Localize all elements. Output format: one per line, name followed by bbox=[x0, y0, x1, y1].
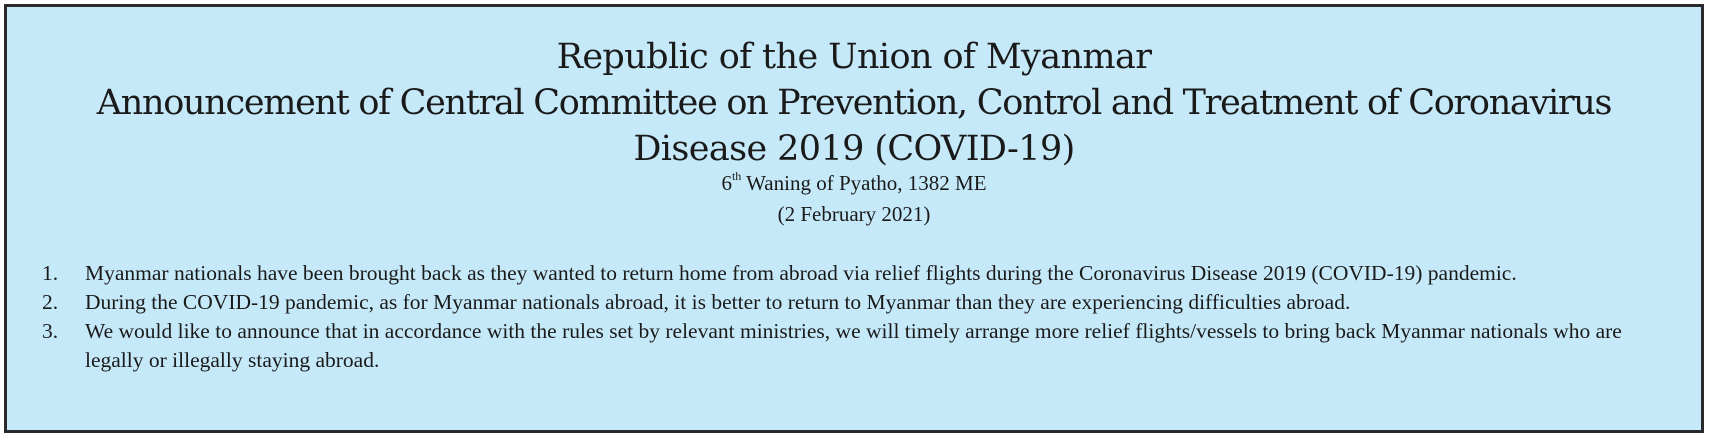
item-number: 2. bbox=[42, 290, 59, 314]
announcement-items bbox=[7, 259, 1701, 375]
announcement-notice bbox=[4, 4, 1704, 433]
title-disease: Disease 2019 (COVID-19) bbox=[633, 129, 1075, 169]
date-ordinal-suffix: th bbox=[731, 169, 742, 183]
date-month-year: Waning of Pyatho, 1382 ME bbox=[741, 171, 987, 195]
item-text: Myanmar nationals have been brought back as they wanted to return home from abroad via relief flights during the Coronavirus Disease 2019 (COVID-19) pandemic. bbox=[85, 261, 1517, 285]
date-day: 6 bbox=[721, 171, 732, 195]
item-text: We would like to announce that in accordance with the rules set by relevant ministries, we will timely arrange more relief flights/vessels to bring back Myanmar nationals who are legally or illegally staying abroad. bbox=[85, 319, 1622, 372]
item-number: 1. bbox=[42, 261, 59, 285]
list-item bbox=[7, 288, 1701, 317]
title-committee: Announcement of Central Committee on Prevention, Control and Treatment of Coronavirus bbox=[96, 83, 1612, 123]
item-text: During the COVID-19 pandemic, as for Myanmar nationals abroad, it is better to return to Myanmar than they are experiencing difficulties abroad. bbox=[85, 290, 1351, 314]
list-item bbox=[7, 317, 1701, 375]
date-gregorian: (2 February 2021) bbox=[777, 202, 931, 226]
title-country: Republic of the Union of Myanmar bbox=[556, 37, 1152, 77]
item-number: 3. bbox=[42, 319, 59, 343]
list-item bbox=[7, 259, 1701, 288]
date-myanmar-calendar bbox=[7, 169, 1701, 197]
